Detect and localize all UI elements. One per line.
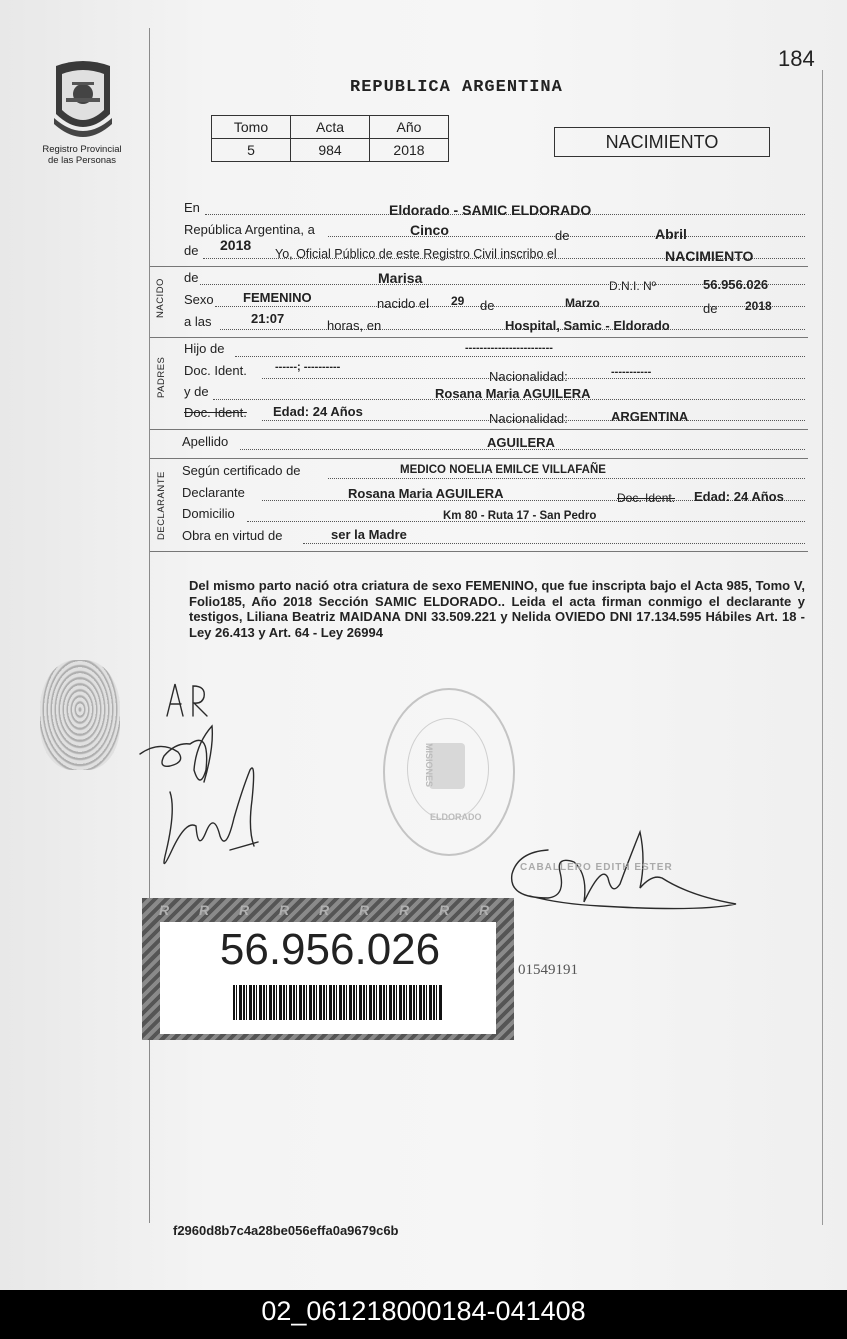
official-stamp-text: CABALLERO EDITH ESTER	[520, 862, 673, 873]
certificado-value: MEDICO NOELIA EMILCE VILLAFAÑE	[400, 464, 606, 476]
handwritten-initials	[167, 684, 207, 716]
page-number: 184	[778, 46, 815, 71]
certificado-label: Según certificado de	[182, 463, 301, 478]
birth-month: Marzo	[565, 296, 600, 310]
signature-mark-1	[140, 726, 212, 782]
footer-id-bar	[0, 1290, 847, 1339]
obra-value: ser la Madre	[331, 527, 407, 542]
sticker-tile: R	[278, 902, 290, 918]
decl-doc-label: Doc. Ident.	[617, 491, 676, 505]
month-value: Abril	[655, 226, 687, 242]
oficial-text: Yo, Oficial Público de este Registro Civil inscribo el	[275, 247, 557, 261]
value-acta: 984	[291, 139, 370, 162]
record-type-box: NACIMIENTO	[554, 127, 770, 157]
sexo-label: Sexo	[184, 292, 214, 307]
dni-label: D.N.I. Nº	[609, 279, 657, 293]
de2-label: de	[480, 298, 495, 313]
day-value: Cinco	[410, 222, 449, 238]
header-acta: Acta	[291, 116, 370, 139]
de3-label: de	[703, 301, 718, 316]
birth-year: 2018	[745, 299, 772, 313]
serial-number: 01549191	[518, 962, 578, 978]
en-value: Eldorado - SAMIC ELDORADO	[389, 202, 592, 218]
hora-value: 21:07	[251, 311, 285, 326]
nacionalidad2-value: ARGENTINA	[611, 409, 689, 424]
y-de-label: y de	[184, 384, 209, 399]
seal-text-b: ELDORADO	[430, 812, 482, 822]
doc-ident-label: Doc. Ident.	[184, 363, 247, 378]
obra-label: Obra en virtud de	[182, 528, 283, 543]
footer-id: 02_061218000184-041408	[261, 1296, 586, 1326]
name-value: Marisa	[378, 270, 423, 286]
oficial-value: NACIMIENTO	[665, 248, 754, 264]
horas-en-label: horas, en	[327, 318, 382, 333]
sticker-tile: R	[438, 902, 450, 918]
republica-label: República Argentina, a	[184, 222, 315, 237]
header-ano: Año	[370, 116, 449, 139]
value-tomo: 5	[212, 139, 291, 162]
a-las-label: a las	[184, 314, 212, 329]
en-label: En	[184, 200, 200, 215]
doc-ident2-value: Edad: 24 Años	[273, 404, 363, 419]
name-label: de	[184, 270, 199, 285]
doc-ident2-label: Doc. Ident.	[184, 405, 247, 420]
seal-text-a: MISIONES	[424, 742, 435, 788]
domicilio-label: Domicilio	[182, 506, 235, 521]
sticker-tile: R	[398, 902, 410, 918]
sticker-tile: R	[478, 902, 490, 918]
nacionalidad-label: Nacionalidad:	[489, 369, 568, 384]
section-declarante-label: DECLARANTE	[156, 471, 167, 540]
apellido-label: Apellido	[182, 434, 229, 449]
domicilio-value: Km 80 - Ruta 17 - San Pedro	[443, 510, 597, 522]
year-value: 2018	[220, 237, 252, 253]
declarante-label: Declarante	[182, 485, 245, 500]
document-hash: f2960d8b7c4a28be056effa0a9679c6b	[173, 1223, 399, 1238]
header-tomo: Tomo	[212, 116, 291, 139]
nacionalidad2-label: Nacionalidad:	[489, 411, 568, 426]
dni-value: 56.956.026	[703, 277, 769, 292]
year-prefix-label: de	[184, 243, 199, 258]
madre-value: Rosana Maria AGUILERA	[435, 386, 591, 401]
birth-day: 29	[451, 294, 465, 308]
sexo-value: FEMENINO	[243, 290, 312, 305]
de-label: de	[555, 228, 570, 243]
barcode-icon	[233, 985, 443, 1020]
sticker-tile: R	[318, 902, 330, 918]
registry-name-line2: de las Personas	[47, 155, 117, 166]
decl-doc-value: Edad: 24 Años	[694, 489, 784, 504]
sticker-tile: R	[158, 902, 170, 918]
hijo-de-value: ------------------------	[465, 342, 553, 354]
sticker-tile: R	[358, 902, 370, 918]
nacido-el-label: nacido el	[377, 296, 430, 311]
observations-text: Del mismo parto nació otra criatura de sexo FEMENINO, que fue inscripta bajo el Acta 985, Tomo V, Folio185, Año 2018 Sección SAMIC ELDORADO.. Leida el acta firman conmigo el declarante y testigos, Liliana Beatriz MAIDANA DNI 33.509.221 y Nelida OVIEDO DNI 17.134.595 Hábiles Art. 18 - Ley 26.413 y Art. 64 - Ley 26994	[189, 578, 805, 640]
sticker-number: 56.956.026	[219, 925, 441, 974]
sticker-tile: R	[198, 902, 210, 918]
registry-name-line1: Registro Provincial	[42, 144, 122, 155]
section-padres-label: PADRES	[156, 356, 167, 398]
nacionalidad-value: -----------	[611, 366, 652, 378]
declarante-value: Rosana Maria AGUILERA	[348, 486, 504, 501]
value-ano: 2018	[370, 139, 449, 162]
doc-ident-value: ------; ----------	[275, 361, 341, 373]
section-nacido-label: NACIDO	[155, 278, 166, 318]
document-title: REPUBLICA ARGENTINA	[350, 78, 563, 97]
sticker-tile: R	[238, 902, 250, 918]
hijo-de-label: Hijo de	[184, 341, 225, 356]
seal-emblem-icon	[429, 743, 465, 789]
lugar-value: Hospital, Samic - Eldorado	[505, 318, 670, 333]
apellido-value: AGUILERA	[487, 435, 555, 450]
signature-mark-2	[164, 768, 258, 864]
